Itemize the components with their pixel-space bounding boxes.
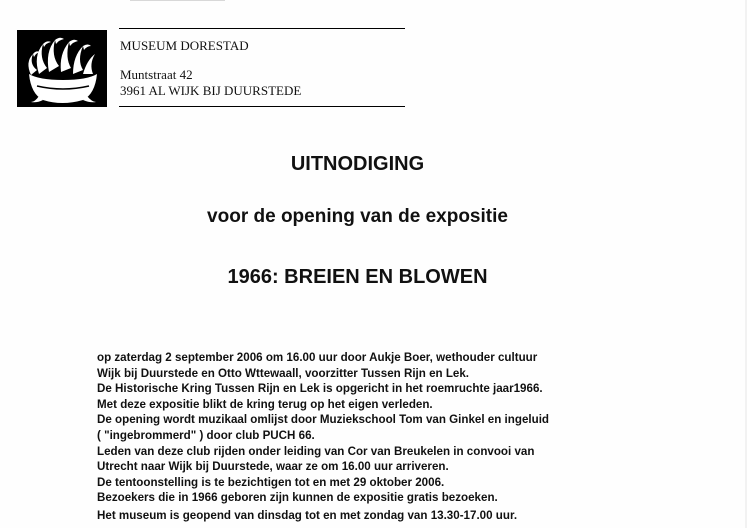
- opening-hours: Het museum is geopend van dinsdag tot en met zondag van 13.30-17.00 uur.: [97, 508, 518, 522]
- burning-basket-logo-icon: [17, 30, 107, 107]
- scan-edge-mark: [130, 0, 225, 1]
- body-line: Utrecht naar Wijk bij Duurstede, waar ze om 16.00 uur arriveren.: [97, 460, 449, 474]
- museum-city: 3961 AL WIJK BIJ DUURSTEDE: [120, 83, 302, 98]
- body-line: De tentoonstelling is te bezichtigen tot en met 29 oktober 2006.: [97, 475, 445, 489]
- body-line: ( "ingebrommerd" ) door club PUCH 66.: [97, 428, 315, 442]
- body-line: Leden van deze club rijden onder leiding van Cor van Breukelen in convooi van: [97, 444, 535, 458]
- header-rule-top: [119, 28, 405, 29]
- museum-name: MUSEUM DORESTAD: [120, 38, 249, 53]
- header-rule-bottom: [119, 106, 405, 107]
- museum-logo: [17, 30, 107, 107]
- body-line: De Historische Kring Tussen Rijn en Lek is opgericht in het roemruchte jaar1966.: [97, 382, 543, 396]
- invitation-title: UITNODIGING: [290, 153, 425, 175]
- body-line: De opening wordt muzikaal omlijst door Muziekschool Tom van Ginkel en ingeluid: [97, 413, 549, 427]
- invitation-subtitle: voor de opening van de expositie: [207, 206, 508, 227]
- invitation-body: [97, 350, 657, 524]
- body-line: Met deze expositie blikt de kring terug op het eigen verleden.: [97, 397, 433, 411]
- body-line: op zaterdag 2 september 2006 om 16.00 uur door Aukje Boer, wethouder cultuur: [97, 351, 538, 364]
- exhibition-title: 1966: BREIEN EN BLOWEN: [227, 266, 488, 288]
- body-line: Bezoekers die in 1966 geboren zijn kunnen de expositie gratis bezoeken.: [97, 491, 498, 505]
- body-line: Wijk bij Duurstede en Otto Wttewaall, voorzitter Tussen Rijn en Lek.: [97, 366, 470, 380]
- museum-street: Muntstraat 42: [120, 67, 193, 82]
